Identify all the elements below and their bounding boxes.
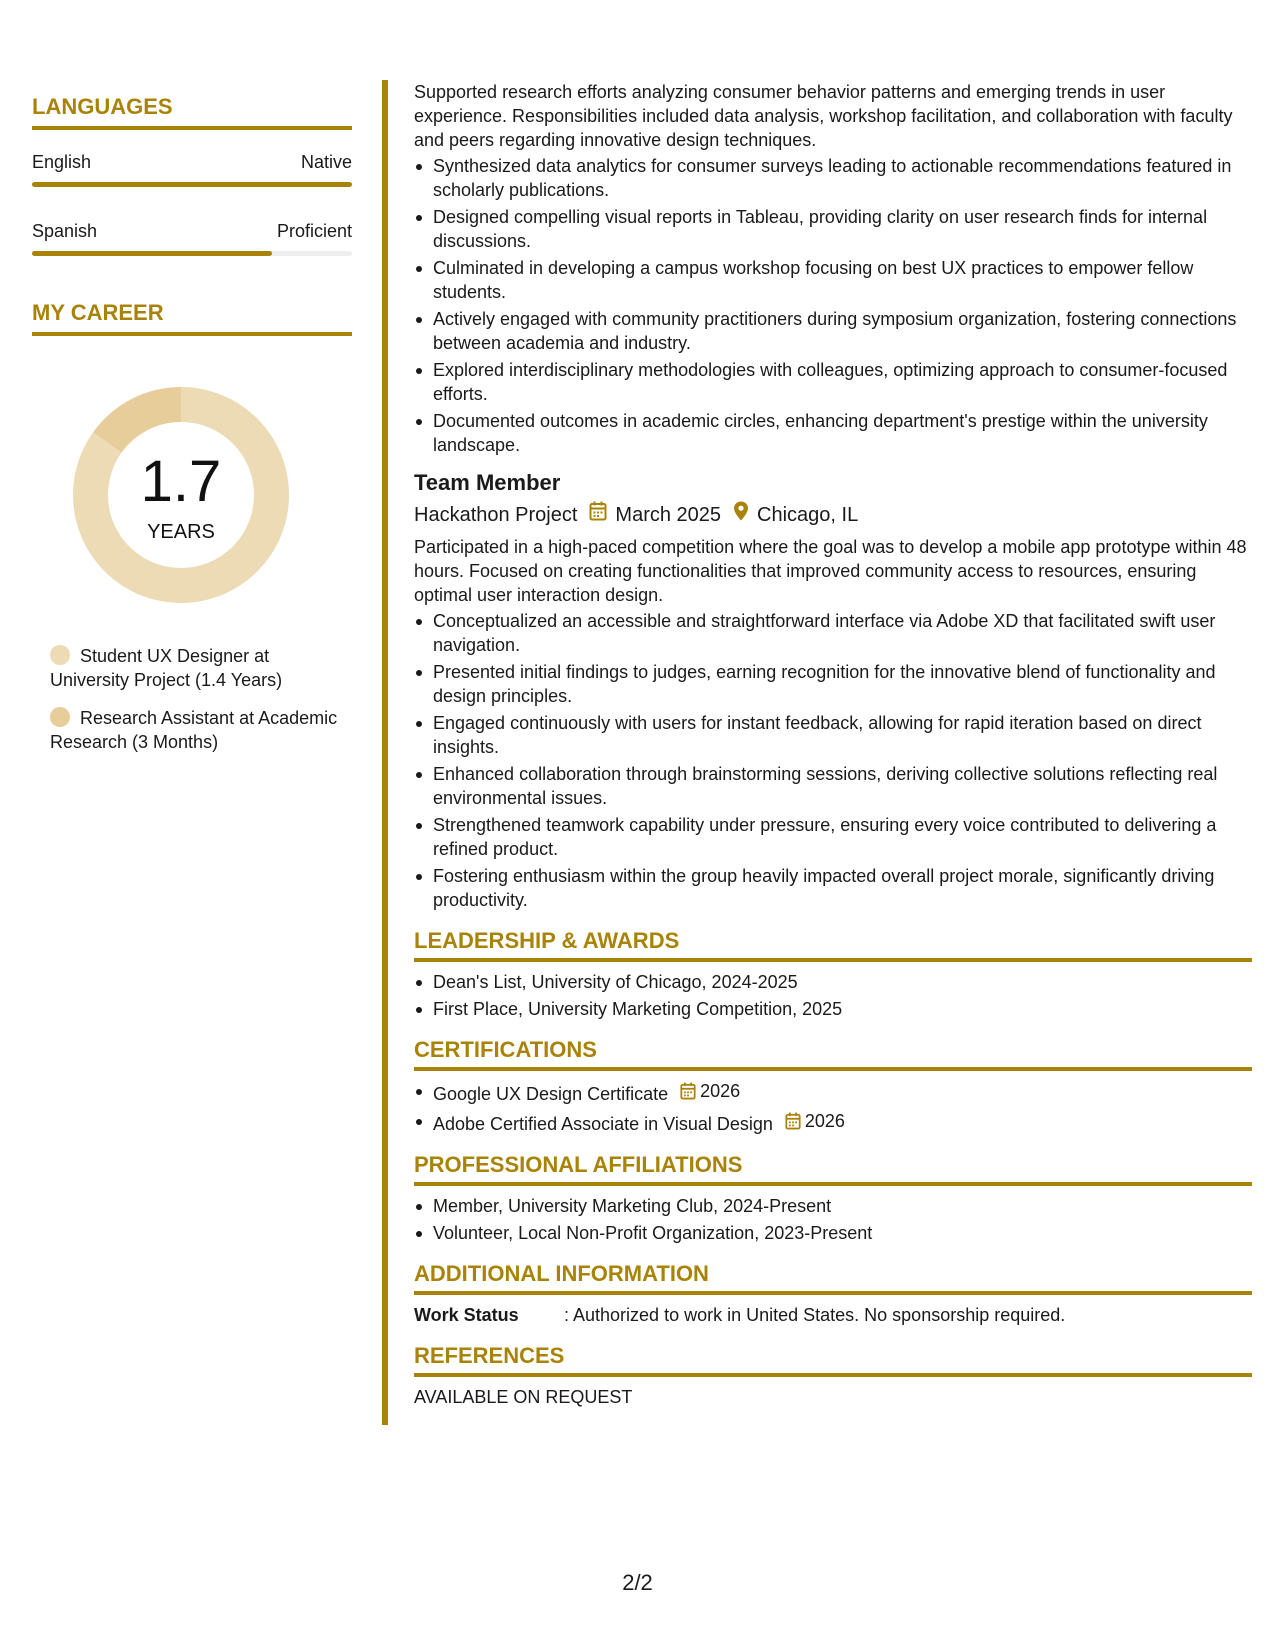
legend-item [50, 644, 340, 692]
work-status-label: Work Status [414, 1305, 519, 1325]
languages-heading: LANGUAGES [32, 94, 352, 130]
affiliations-list [414, 1194, 1252, 1245]
legend-label: Research Assistant at Academic Research (3 Months) [50, 708, 338, 752]
bullet-item: Actively engaged with community practitioners during symposium organization, fostering connections between academia and industry. [414, 307, 1252, 355]
language-name: English [32, 152, 92, 172]
job-meta [414, 501, 1252, 529]
bullet-item: Conceptualized an accessible and straightforward interface via Adobe XD that facilitated swift user navigation. [414, 609, 1252, 657]
bullet-item: Enhanced collaboration through brainstorming sessions, deriving collective solutions reflecting real environmental issues. [414, 762, 1252, 810]
language-level: Native [300, 152, 352, 172]
certification-item [414, 1079, 1252, 1106]
job-bullets [414, 609, 1252, 912]
bullet-item: Engaged continuously with users for instant feedback, allowing for rapid iteration based on direct insights. [414, 711, 1252, 759]
map-pin-icon [733, 501, 749, 529]
languages-list [32, 150, 352, 256]
language-level-bar [32, 251, 352, 256]
bullet-item: Volunteer, Local Non-Profit Organization, 2023-Present [414, 1221, 1252, 1245]
affiliations-heading: PROFESSIONAL AFFILIATIONS [414, 1152, 1252, 1186]
legend-dot [50, 707, 70, 727]
language-level-fill [32, 251, 272, 256]
job-bullets [414, 154, 1252, 457]
certification-year: 2026 [700, 1081, 741, 1101]
certification-item [414, 1109, 1252, 1136]
job-location: Chicago, IL [757, 504, 859, 526]
sidebar [32, 94, 352, 768]
leadership-list [414, 970, 1252, 1021]
job-summary: Supported research efforts analyzing consumer behavior patterns and emerging trends in user experience. Responsibilities included data analysis, workshop facilitation, and collaboration with faculty and peers regarding innovative design techniques. [414, 82, 1233, 150]
certification-name: Adobe Certified Associate in Visual Design [433, 1114, 773, 1134]
legend-label: Student UX Designer at University Project (1.4 Years) [50, 646, 283, 690]
calendar-icon [589, 501, 607, 529]
bullet-item: First Place, University Marketing Competition, 2025 [414, 997, 1252, 1021]
calendar-icon [785, 1112, 801, 1130]
bullet-item: Member, University Marketing Club, 2024-Present [414, 1194, 1252, 1218]
career-legend [50, 644, 340, 754]
career-heading: MY CAREER [32, 300, 352, 336]
bullet-item: Culminated in developing a campus workshop focusing on best UX practices to empower fellow students. [414, 256, 1252, 304]
page-number: 2/2 [622, 1570, 653, 1595]
bullet-item: Designed compelling visual reports in Tableau, providing clarity on user research finds for internal discussions. [414, 205, 1252, 253]
job-title: Team Member [414, 470, 561, 495]
bullet-item: Synthesized data analytics for consumer surveys leading to actionable recommendations featured in scholarly publications. [414, 154, 1252, 202]
language-item [32, 150, 352, 187]
bullet-item: Dean's List, University of Chicago, 2024-2025 [414, 970, 1252, 994]
career-total-value: 1.7 [140, 449, 222, 514]
certifications-heading: CERTIFICATIONS [414, 1037, 1252, 1071]
certification-year: 2026 [804, 1111, 845, 1131]
language-item [32, 219, 352, 256]
column-divider [382, 80, 388, 1425]
bullet-item: Fostering enthusiasm within the group heavily impacted overall project morale, significantly driving productivity. [414, 864, 1252, 912]
leadership-heading: LEADERSHIP & AWARDS [414, 928, 1252, 962]
language-name: Spanish [32, 221, 98, 241]
references-heading: REFERENCES [414, 1343, 1252, 1377]
work-status-row [414, 1303, 1252, 1327]
language-level-fill [32, 182, 352, 187]
references-text: AVAILABLE ON REQUEST [414, 1387, 633, 1407]
job-date: March 2025 [615, 504, 722, 526]
career-donut-chart [66, 380, 296, 610]
language-level-bar [32, 182, 352, 187]
certification-name: Google UX Design Certificate [433, 1084, 669, 1104]
bullet-item: Explored interdisciplinary methodologies with colleagues, optimizing approach to consumer-focused efforts. [414, 358, 1252, 406]
additional-info-heading: ADDITIONAL INFORMATION [414, 1261, 1252, 1295]
career-total-unit: YEARS [147, 521, 215, 543]
job-summary: Participated in a high-paced competition where the goal was to develop a mobile app prototype within 48 hours. Focused on creating functionalities that improved community access to resources, ensuring optimal user interaction design. [414, 537, 1247, 605]
job-organization: Hackathon Project [414, 504, 578, 526]
calendar-icon [680, 1082, 696, 1100]
legend-dot [50, 645, 70, 665]
language-level: Proficient [276, 221, 352, 241]
certifications-list [414, 1079, 1252, 1136]
bullet-item: Presented initial findings to judges, earning recognition for the innovative blend of functionality and design principles. [414, 660, 1252, 708]
legend-item [50, 706, 340, 754]
work-status-value: : Authorized to work in United States. No sponsorship required. [564, 1305, 1066, 1325]
bullet-item: Documented outcomes in academic circles, enhancing department's prestige within the university landscape. [414, 409, 1252, 457]
main-column [414, 80, 1252, 1409]
bullet-item: Strengthened teamwork capability under pressure, ensuring every voice contributed to delivering a refined product. [414, 813, 1252, 861]
